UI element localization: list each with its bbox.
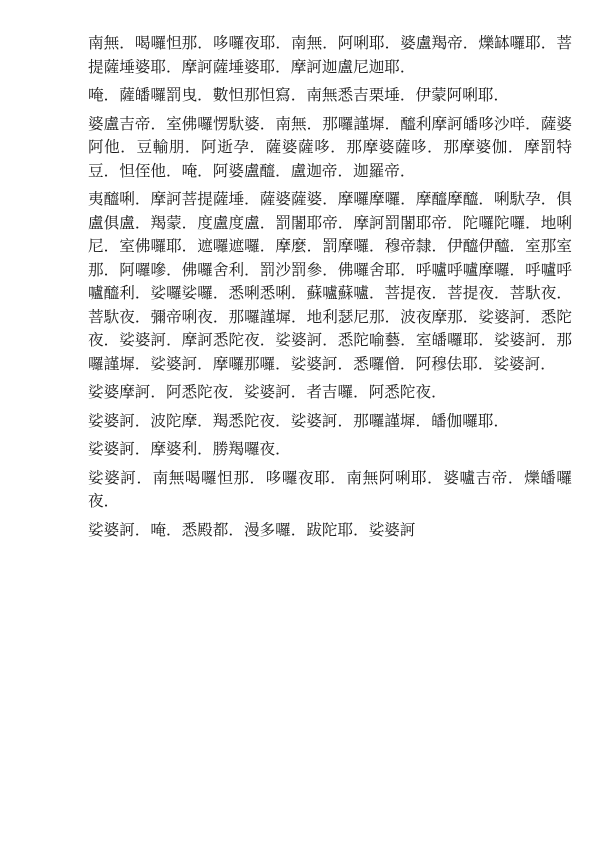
paragraph-3: 婆盧吉帝．室佛囉愣馱婆．南無．那囉謹墀．醯利摩訶皤哆沙咩．薩婆阿他．豆輸朋．阿逝孕．薩婆薩哆．那摩婆薩哆．那摩婆伽．摩罰特豆．怛侄他．唵．阿婆盧醯．盧迦帝．迦羅帝． <box>88 114 572 180</box>
paragraph-5: 娑婆摩訶．阿悉陀夜．娑婆訶．者吉囉．阿悉陀夜． <box>88 383 447 401</box>
paragraph-8: 娑婆訶．南無喝囉怛那．哆囉夜耶．南無阿唎耶．婆嚧吉帝．爍皤囉夜． <box>88 468 572 510</box>
paragraph-7: 娑婆訶．摩婆利．勝羯囉夜． <box>88 440 291 458</box>
paragraph-2: 唵．薩皤囉罰曳．數怛那怛寫．南無悉吉栗埵．伊蒙阿唎耶． <box>88 86 510 104</box>
paragraph-4: 夷醯唎．摩訶菩提薩埵．薩婆薩婆．摩囉摩囉．摩醯摩醯．唎馱孕．俱盧俱盧．羯蒙．度盧度盧．罰闍耶帝．摩訶罰闍耶帝．陀囉陀囉．地唎尼．室佛囉耶．遮囉遮囉．摩麼．罰摩囉．穆帝隸．伊醯伊醯．室那室那．阿囉嘇．佛囉舍利．罰沙罰參．佛囉舍耶．呼嚧呼嚧摩囉．呼嚧呼嚧醯利．娑囉娑囉．悉唎悉唎．蘇嚧蘇嚧．菩提夜．菩提夜．菩馱夜．菩馱夜．彌帝唎夜．那囉謹墀．地利瑟尼那．波夜摩那．娑婆訶．悉陀夜．娑婆訶．摩訶悉陀夜．娑婆訶．悉陀喻藝．室皤囉耶．娑婆訶．那囉謹墀．娑婆訶．摩囉那囉．娑婆訶．悉囉僧．阿穆佉耶．娑婆訶． <box>88 190 572 373</box>
paragraph-1: 南無．喝囉怛那．哆囉夜耶．南無．阿唎耶．婆盧羯帝．爍缽囉耶．菩提薩埵婆耶．摩訶薩埵婆耶．摩訶迦盧尼迦耶． <box>88 34 572 76</box>
paragraph-6: 娑婆訶．波陀摩．羯悉陀夜．娑婆訶．那囉謹墀．皤伽囉耶． <box>88 411 510 430</box>
paragraph-9: 娑婆訶．唵．悉殿都．漫多囉．跋陀耶．娑婆訶 <box>88 520 416 539</box>
mantra-text-body <box>88 32 572 547</box>
